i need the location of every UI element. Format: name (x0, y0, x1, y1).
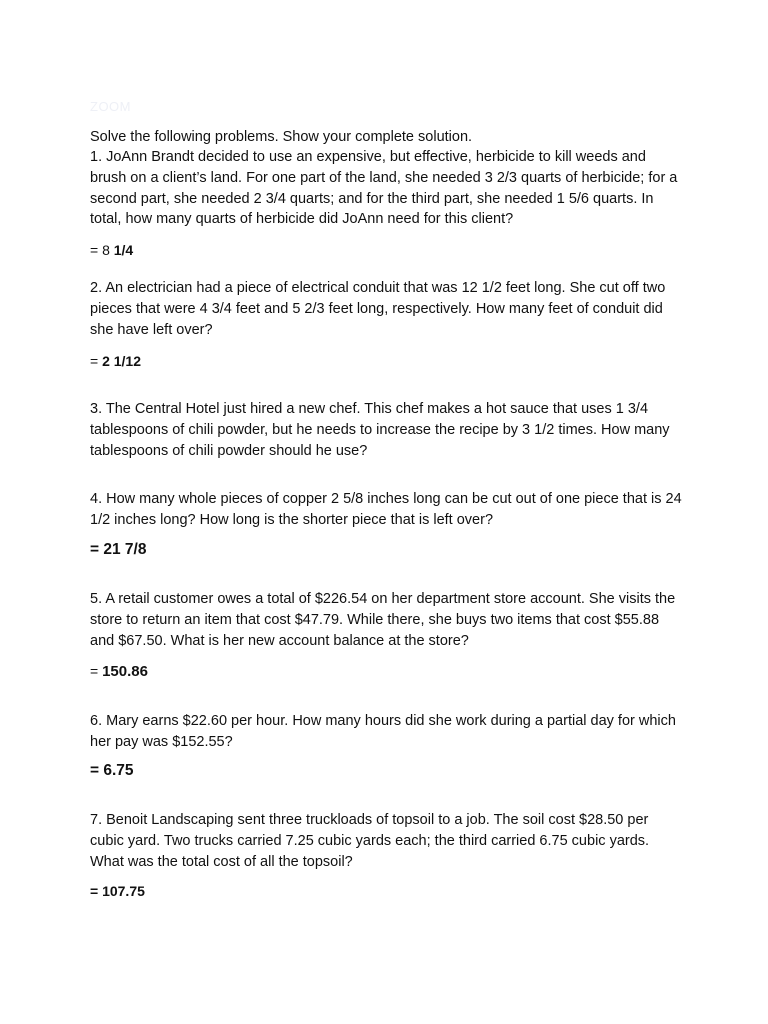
problem-7: 7. Benoit Landscaping sent three truckloads of topsoil to a job. The soil cost $28.50 per cubic yard. Two trucks carried 7.25 cubic yards each; the third carried 6.75 cubic yards. What was the total cost of all the topsoil? (90, 812, 650, 870)
answer-5 (90, 662, 148, 681)
instructions: Solve the following problems. Show your complete solution. (90, 129, 473, 145)
answer-1-value: 1/4 (113, 242, 134, 258)
answer-7: = 107.75 (90, 883, 145, 899)
answer-2-value: 2 1/12 (102, 353, 142, 369)
answer-1-prefix: = 8 (90, 242, 114, 258)
problem-1: 1. JoAnn Brandt decided to use an expensive, but effective, herbicide to kill weeds and brush on a client’s land. For one part of the land, she needed 3 2/3 quarts of herbicide; for a second part, she needed 2 3/4 quarts; and for the third part, she needed 1 5/6 quarts. In total, how many quarts of herbicide did JoAnn need for this client? (90, 149, 678, 228)
problem-6: 6. Mary earns $22.60 per hour. How many hours did she work during a partial day for which her pay was $152.55? (90, 713, 676, 750)
answer-2-prefix: = (90, 353, 103, 369)
answer-5-prefix: = (90, 663, 103, 679)
answer-5-value: 150.86 (102, 663, 148, 680)
problem-4: 4. How many whole pieces of copper 2 5/8 inches long can be cut out of one piece that is 24 1/2 inches long? How long is the shorter piece that is left over? (90, 491, 682, 528)
problem-5: 5. A retail customer owes a total of $226.54 on her department store account. She visits the store to return an item that cost $47.79. While there, she buys two items that cost $55.88 and $67.50. What is her new account balance at the store? (90, 591, 676, 649)
answer-1 (90, 241, 133, 259)
problem-3: 3. The Central Hotel just hired a new chef. This chef makes a hot sauce that uses 1 3/4 tablespoons of chili powder, but he needs to increase the recipe by 3 1/2 times. How many tablespoons of chili powder should he use? (90, 401, 670, 459)
answer-6: = 6.75 (90, 762, 134, 779)
watermark-text: ZOOM (90, 99, 131, 114)
answer-4: = 21 7/8 (90, 541, 147, 558)
answer-2 (90, 352, 141, 370)
problem-2: 2. An electrician had a piece of electrical conduit that was 12 1/2 feet long. She cut off two pieces that were 4 3/4 feet and 5 2/3 feet long, respectively. How many feet of conduit did she have left over? (90, 280, 666, 338)
